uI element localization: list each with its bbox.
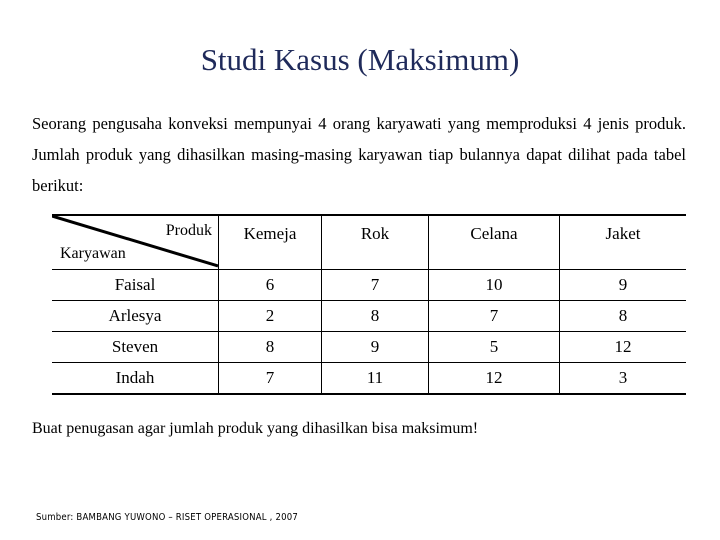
employee-name: Faisal	[52, 269, 219, 300]
table-cell: 9	[560, 269, 687, 300]
intro-paragraph: Seorang pengusaha konveksi mempunyai 4 orang karyawati yang memproduksi 4 jenis produk. Jumlah produk yang dihasilkan masing-masing karyawan tiap bulannya dapat dilihat pada tabel berikut:	[32, 114, 686, 195]
table-cell: 8	[322, 300, 429, 331]
column-header: Kemeja	[219, 215, 322, 269]
table-cell: 10	[429, 269, 560, 300]
table-cell: 8	[219, 331, 322, 362]
table-cell: 9	[322, 331, 429, 362]
employee-name: Steven	[52, 331, 219, 362]
table-cell: 8	[560, 300, 687, 331]
table-cell: 12	[429, 362, 560, 394]
table-cell: 7	[429, 300, 560, 331]
table-row	[52, 362, 686, 394]
slide-title: Studi Kasus (Maksimum)	[200, 42, 520, 77]
production-table	[52, 214, 686, 395]
column-header: Celana	[429, 215, 560, 269]
column-header: Jaket	[560, 215, 687, 269]
table-cell: 5	[429, 331, 560, 362]
column-header: Rok	[322, 215, 429, 269]
corner-product-label: Produk	[165, 222, 212, 239]
table-cell: 3	[560, 362, 687, 394]
table-cell: 6	[219, 269, 322, 300]
table-cell: 7	[219, 362, 322, 394]
table-row	[52, 300, 686, 331]
table-row	[52, 269, 686, 300]
table-cell: 12	[560, 331, 687, 362]
table-cell: 11	[322, 362, 429, 394]
task-instruction: Buat penugasan agar jumlah produk yang dihasilkan bisa maksimum!	[32, 420, 479, 437]
table-cell: 7	[322, 269, 429, 300]
employee-name: Indah	[52, 362, 219, 394]
source-citation: Sumber: BAMBANG YUWONO – RISET OPERASIONAL , 2007	[36, 512, 299, 523]
table-header-row	[52, 215, 686, 269]
table-cell: 2	[219, 300, 322, 331]
table-row	[52, 331, 686, 362]
employee-name: Arlesya	[52, 300, 219, 331]
corner-header	[52, 215, 219, 269]
corner-employee-label: Karyawan	[60, 244, 126, 262]
